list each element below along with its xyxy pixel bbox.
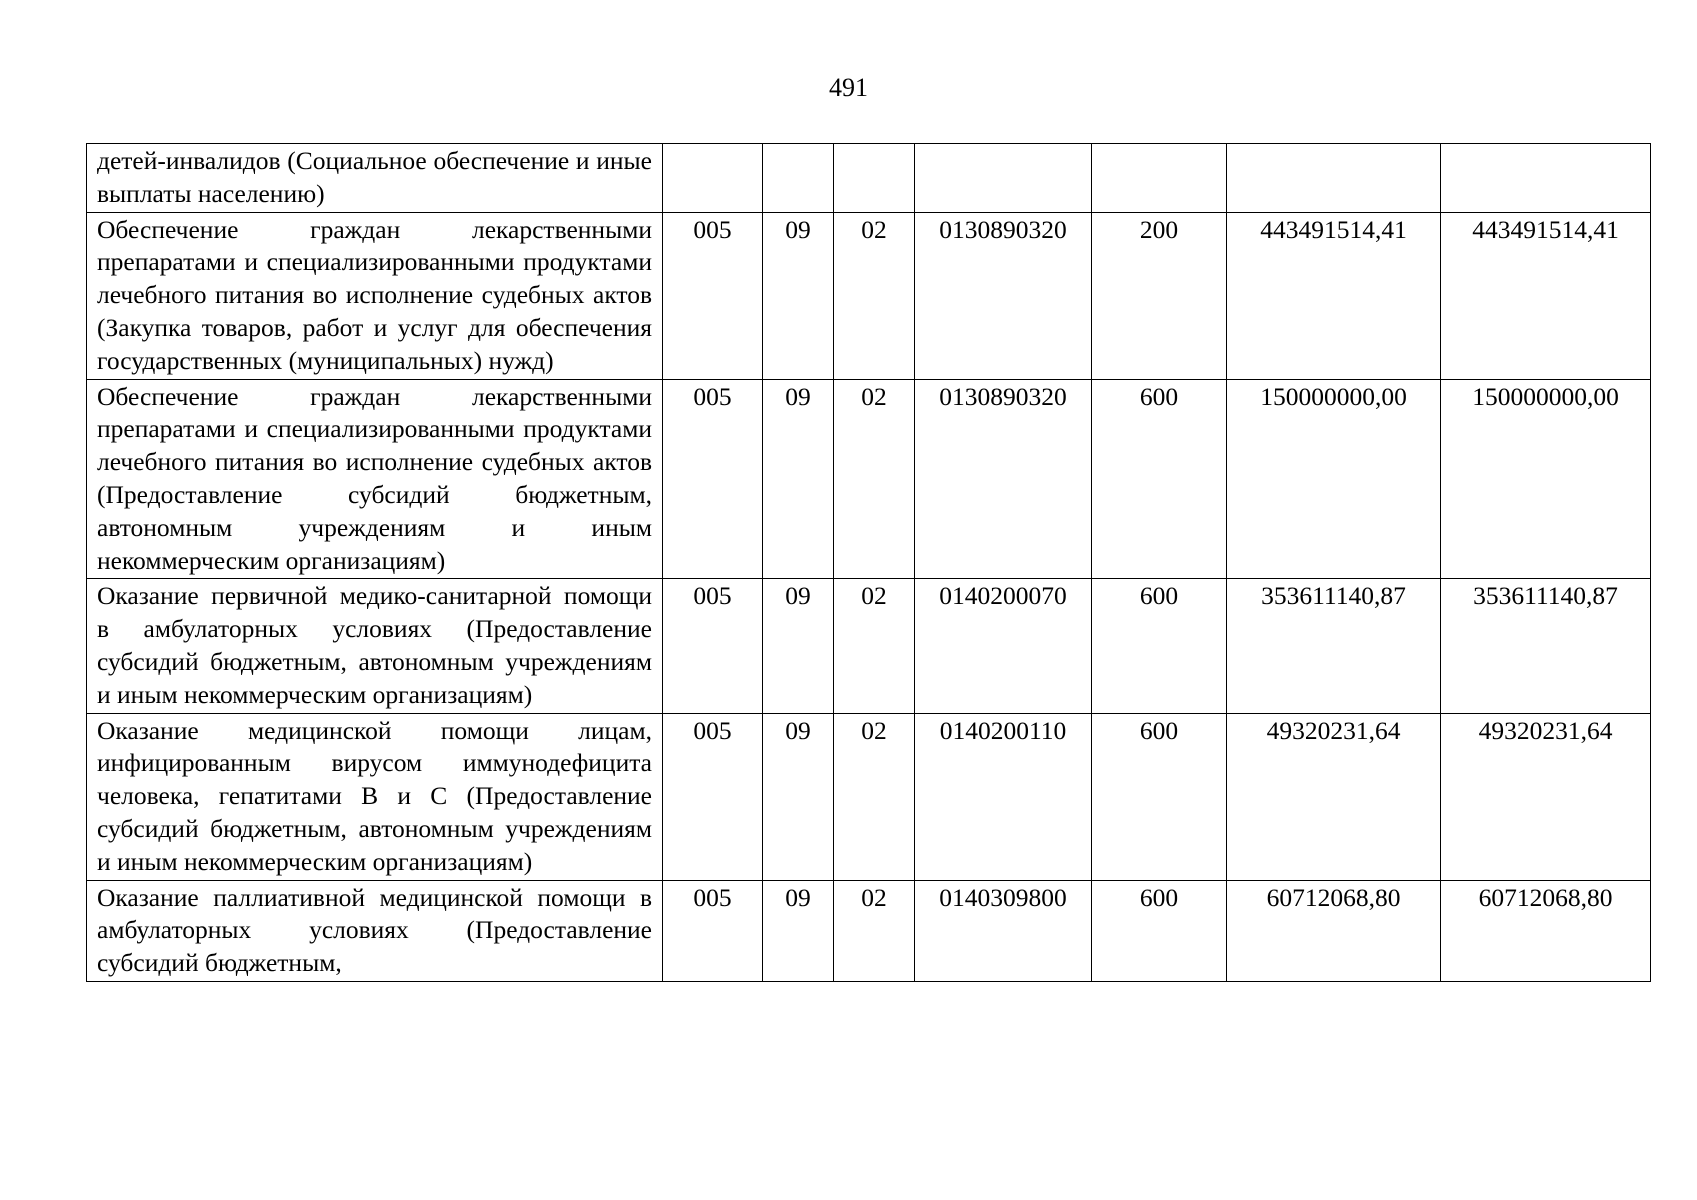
amount-2: 60712068,80 xyxy=(1441,880,1651,981)
target-code: 0130890320 xyxy=(915,379,1092,579)
row-description: детей-инвалидов (Социальное обеспечение и иные выплаты населению) xyxy=(87,144,663,213)
table-row xyxy=(87,880,1651,981)
expense-type-code: 600 xyxy=(1092,379,1227,579)
amount-2: 150000000,00 xyxy=(1441,379,1651,579)
subsection-code: 02 xyxy=(834,713,915,880)
ministry-code: 005 xyxy=(663,379,763,579)
ministry-code xyxy=(663,144,763,213)
amount-1: 49320231,64 xyxy=(1227,713,1441,880)
budget-table xyxy=(86,143,1651,982)
table-row xyxy=(87,379,1651,579)
row-description: Оказание медицинской помощи лицам, инфицированным вирусом иммунодефицита человека, гепатитами В и С (Предоставление субсидий бюджетным, автономным учреждениям и иным некоммерческим организациям) xyxy=(87,713,663,880)
table-row xyxy=(87,212,1651,379)
subsection-code: 02 xyxy=(834,212,915,379)
target-code: 0130890320 xyxy=(915,212,1092,379)
amount-1 xyxy=(1227,144,1441,213)
target-code: 0140200070 xyxy=(915,579,1092,713)
table-row xyxy=(87,713,1651,880)
target-code xyxy=(915,144,1092,213)
section-code: 09 xyxy=(763,212,834,379)
row-description: Обеспечение граждан лекарственными препаратами и специализированными продуктами лечебного питания во исполнение судебных актов (Закупка товаров, работ и услуг для обеспечения государственных (муниципальных) нужд) xyxy=(87,212,663,379)
ministry-code: 005 xyxy=(663,713,763,880)
expense-type-code: 600 xyxy=(1092,579,1227,713)
amount-2 xyxy=(1441,144,1651,213)
page-number: 491 xyxy=(829,73,868,102)
amount-1: 150000000,00 xyxy=(1227,379,1441,579)
row-description: Оказание паллиативной медицинской помощи в амбулаторных условиях (Предоставление субсидий бюджетным, xyxy=(87,880,663,981)
expense-type-code: 200 xyxy=(1092,212,1227,379)
expense-type-code: 600 xyxy=(1092,880,1227,981)
amount-1: 60712068,80 xyxy=(1227,880,1441,981)
section-code: 09 xyxy=(763,713,834,880)
row-description: Обеспечение граждан лекарственными препаратами и специализированными продуктами лечебного питания во исполнение судебных актов (Предоставление субсидий бюджетным, автономным учреждениям и иным некоммерческим организациям) xyxy=(87,379,663,579)
amount-2: 443491514,41 xyxy=(1441,212,1651,379)
amount-2: 49320231,64 xyxy=(1441,713,1651,880)
table-row xyxy=(87,144,1651,213)
subsection-code: 02 xyxy=(834,379,915,579)
target-code: 0140309800 xyxy=(915,880,1092,981)
subsection-code xyxy=(834,144,915,213)
target-code: 0140200110 xyxy=(915,713,1092,880)
ministry-code: 005 xyxy=(663,212,763,379)
amount-2: 353611140,87 xyxy=(1441,579,1651,713)
expense-type-code xyxy=(1092,144,1227,213)
row-description: Оказание первичной медико-санитарной помощи в амбулаторных условиях (Предоставление субсидий бюджетным, автономным учреждениям и иным некоммерческим организациям) xyxy=(87,579,663,713)
section-code: 09 xyxy=(763,379,834,579)
subsection-code: 02 xyxy=(834,579,915,713)
section-code xyxy=(763,144,834,213)
section-code: 09 xyxy=(763,880,834,981)
expense-type-code: 600 xyxy=(1092,713,1227,880)
ministry-code: 005 xyxy=(663,880,763,981)
subsection-code: 02 xyxy=(834,880,915,981)
ministry-code: 005 xyxy=(663,579,763,713)
table-row xyxy=(87,579,1651,713)
amount-1: 353611140,87 xyxy=(1227,579,1441,713)
amount-1: 443491514,41 xyxy=(1227,212,1441,379)
section-code: 09 xyxy=(763,579,834,713)
